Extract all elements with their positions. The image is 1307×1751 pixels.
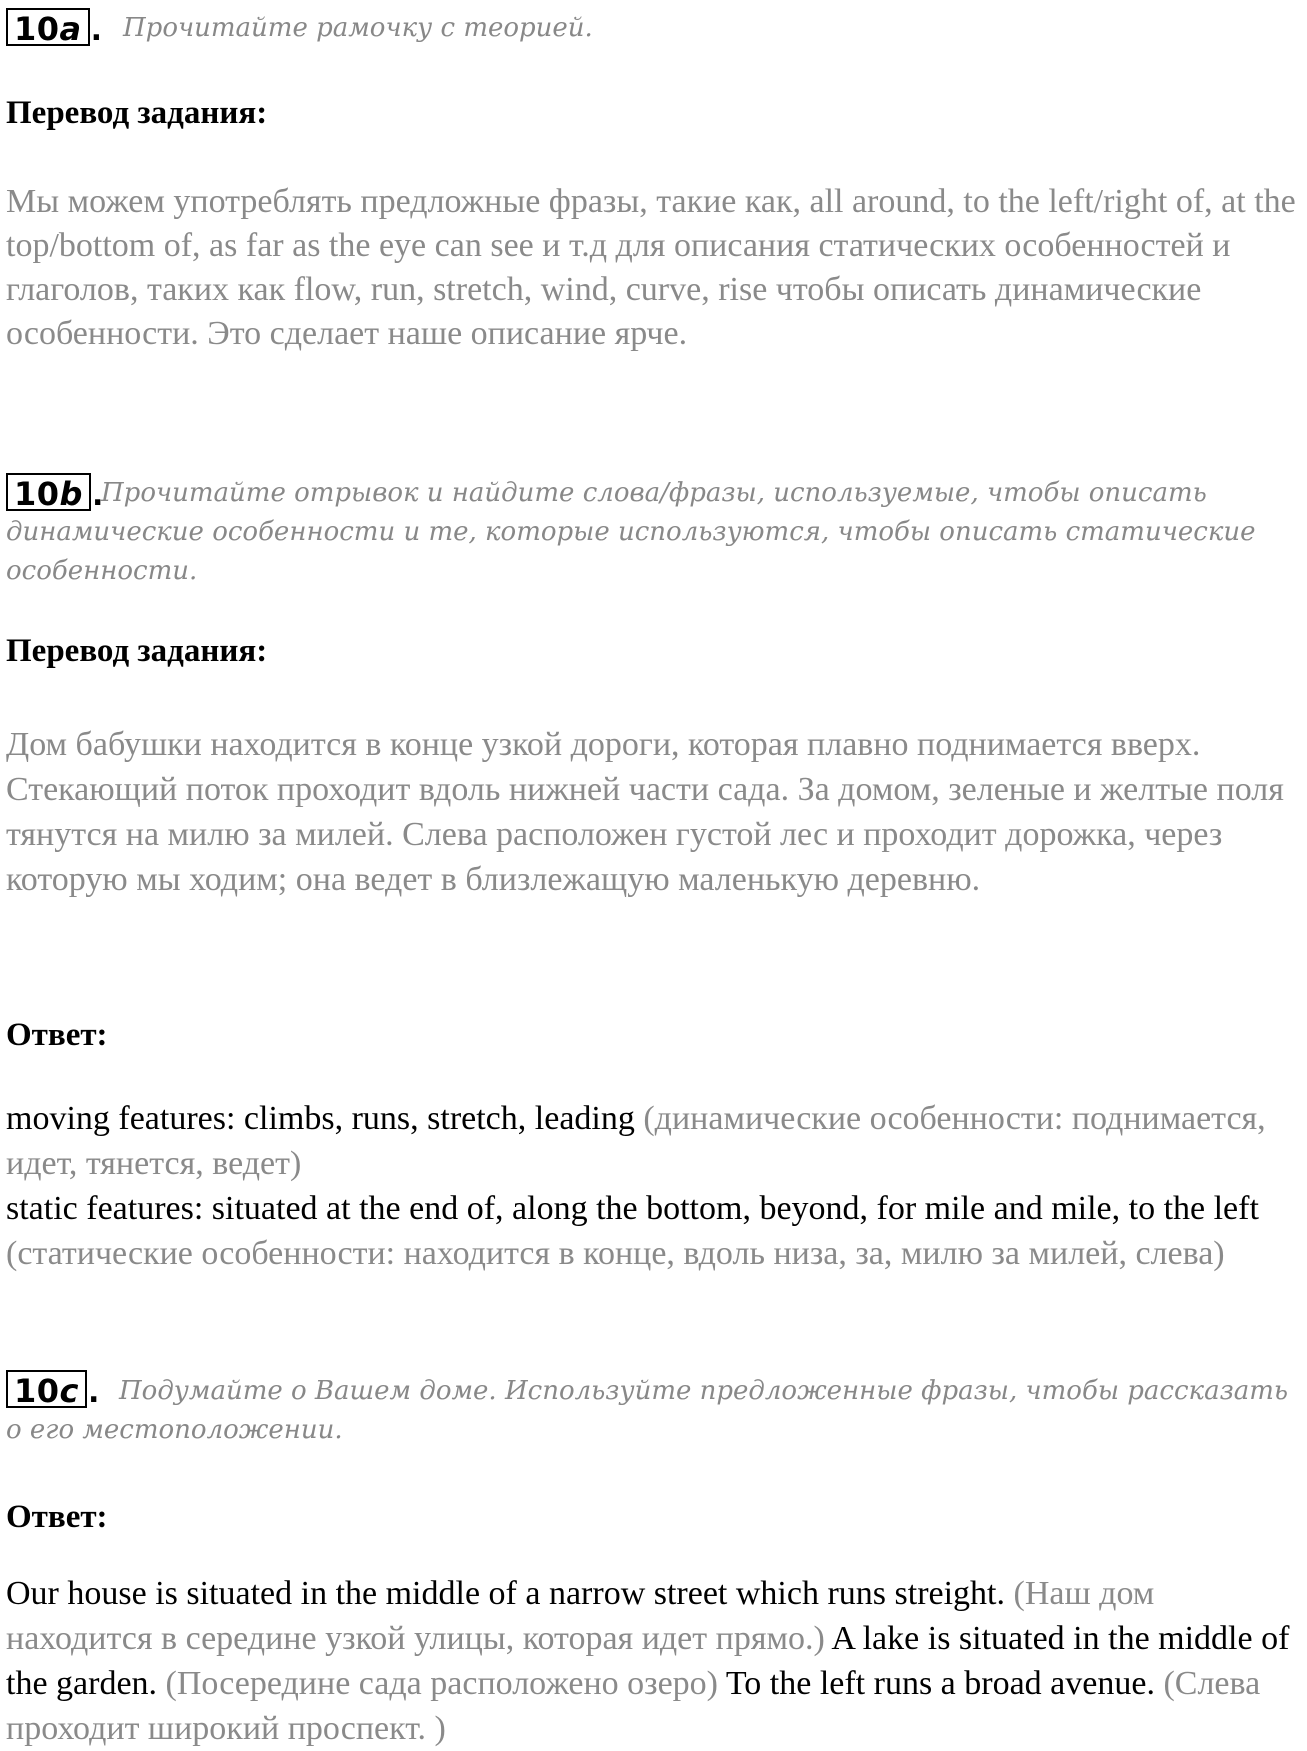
task-10a-badge — [6, 8, 102, 46]
task-10b-answer-heading: Ответ: — [6, 1017, 108, 1053]
task-number-dot: . — [90, 13, 103, 48]
moving-features-russian: (динамические особенности: поднимается, идет, тянется, ведет) — [6, 1100, 1266, 1182]
answer-sentence-1-english: Our house is situated in the middle of a narrow street which runs streight. — [6, 1575, 1014, 1612]
task-number: 10 — [14, 475, 60, 513]
answer-sentence-2-english: A lake is situated in the middle of the garden. — [6, 1620, 1290, 1702]
task-10c-answer-heading: Ответ: — [6, 1499, 108, 1535]
answer-sentence-3-russian: (Слева проходит широкий проспект. ) — [6, 1665, 1261, 1747]
task-10b-heading: Перевод задания: — [6, 633, 268, 669]
task-10c-answer — [6, 1571, 1304, 1751]
answer-sentence-1-russian: (Наш дом находится в середине узкой улицы, которая идет прямо.) — [6, 1575, 1155, 1657]
task-10c-instruction — [6, 1372, 1301, 1450]
moving-features-english: moving features: climbs, runs, stretch, leading — [6, 1100, 644, 1137]
answer-sentence-2-russian: (Посередине сада расположено озеро) — [165, 1665, 718, 1702]
task-10a-instruction: Прочитайте рамочку с теорией. — [123, 13, 593, 43]
task-letter: b — [59, 475, 83, 513]
answer-moving-features — [6, 1096, 1301, 1186]
task-10b-translation: Дом бабушки находится в конце узкой дороги, которая плавно поднимается вверх. Стекающий поток проходит вдоль нижней части сада. За домом, зеленые и желтые поля тянутся на милю за милей. Слева расположен густой лес и проходит дорожка, через которую мы ходим; она ведет в близлежащую маленькую деревню. — [6, 726, 1284, 898]
task-10b-instruction — [6, 474, 1301, 591]
task-letter: a — [59, 10, 82, 48]
static-features-russian: (статические особенности: находится в конце, вдоль низа, за, милю за милей, слева) — [6, 1235, 1225, 1272]
task-10c-instruction-text: Подумайте о Вашем доме. Используйте предложенные фразы, чтобы рассказать о его местоположении. — [6, 1376, 1289, 1445]
task-10a-translation: Мы можем употреблять предложные фразы, такие как, all around, to the left/right of, at the top/bottom of, as far as the eye can see и т.д для описания статических особенностей и глаголов, таких как flow, run, stretch, wind, curve, rise чтобы описать динамические особенности. Это сделает наше описание ярче. — [6, 183, 1296, 352]
task-10b-instruction-text: Прочитайте отрывок и найдите слова/фразы, используемые, чтобы описать динамические особенности и те, которые используются, чтобы описать статические особенности. — [6, 478, 1256, 586]
task-10a-heading: Перевод задания: — [6, 95, 268, 131]
task-number-dot: . — [91, 478, 104, 513]
task-number: 10 — [14, 1372, 60, 1410]
task-10b-answer — [6, 1096, 1301, 1276]
task-number-box — [6, 8, 90, 46]
task-letter: c — [59, 1372, 79, 1410]
answer-static-features — [6, 1186, 1301, 1276]
static-features-english: static features: situated at the end of, along the bottom, beyond, for mile and mile, to the left — [6, 1190, 1259, 1227]
answer-sentence-3-english: To the left runs a broad avenue. — [718, 1665, 1164, 1702]
task-number: 10 — [14, 10, 60, 48]
task-number-dot: . — [88, 1375, 100, 1410]
